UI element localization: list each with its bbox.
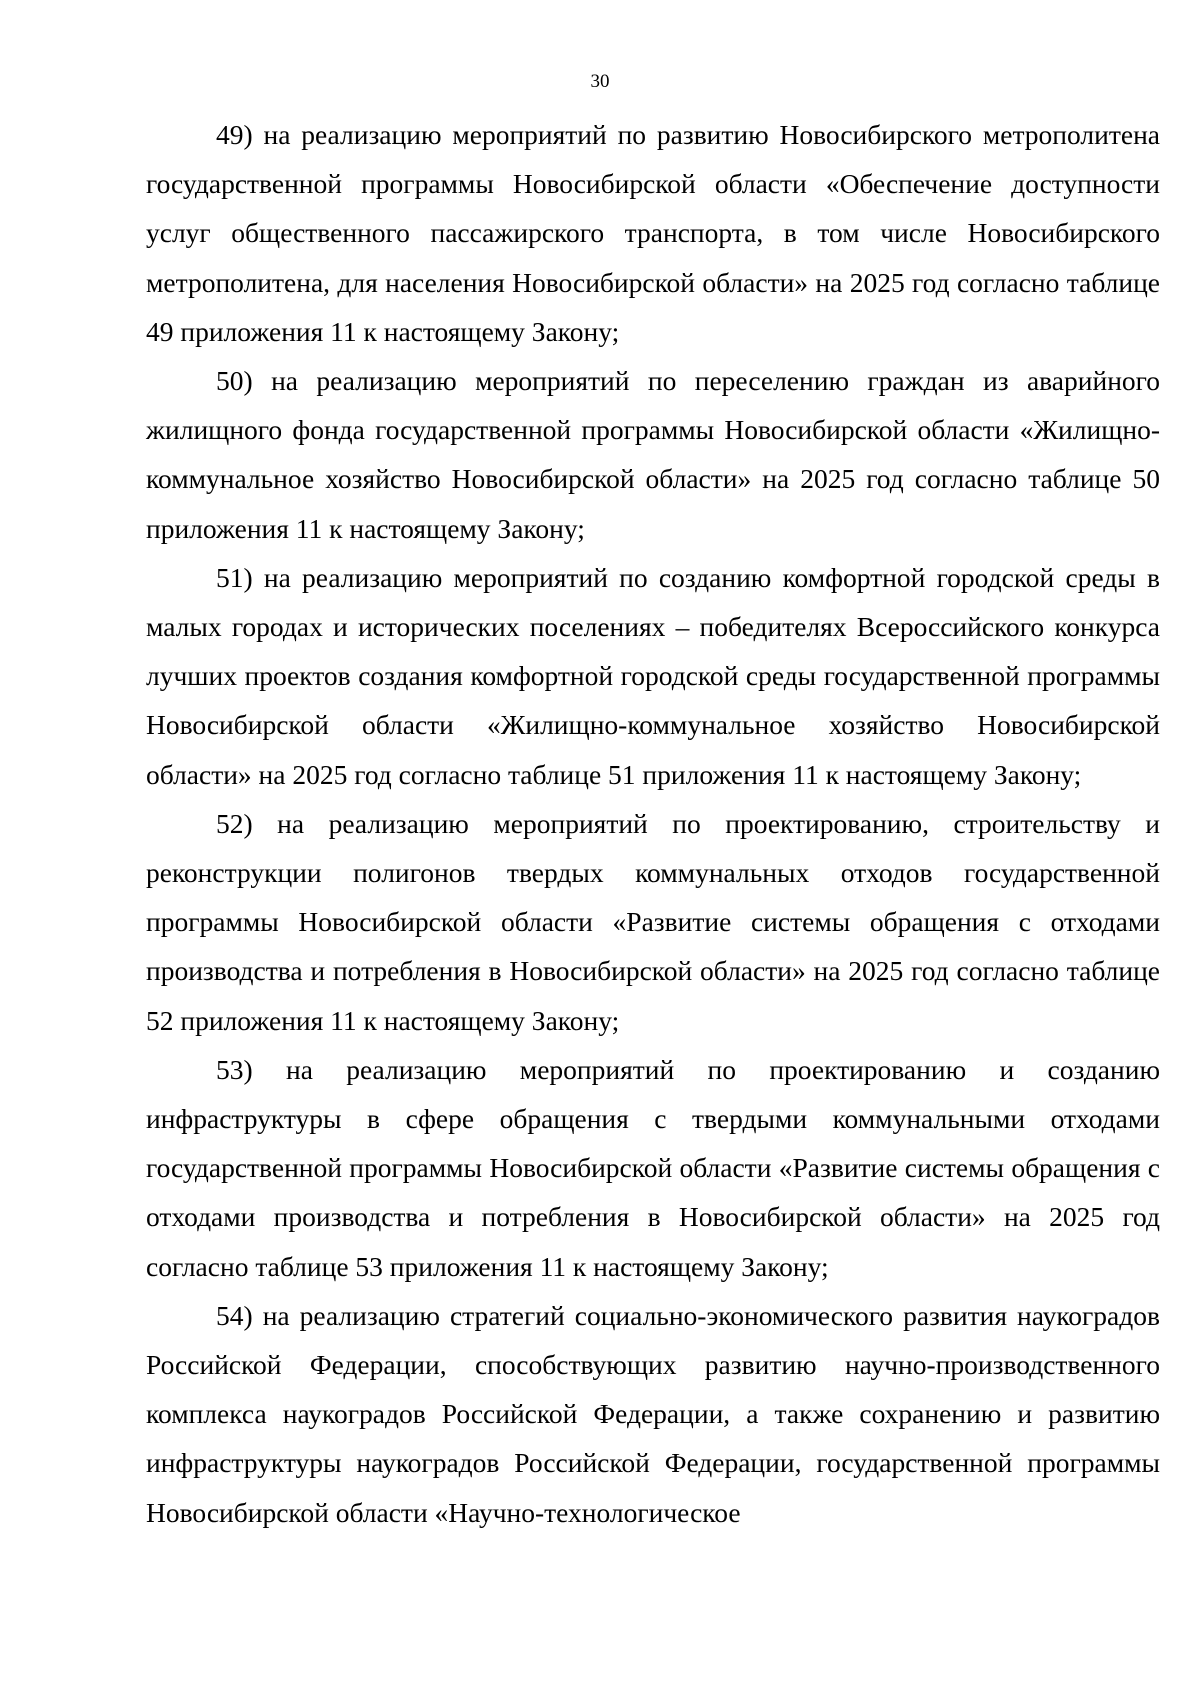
paragraph-49: 49) на реализацию мероприятий по развитию Новосибирского метрополитена государственной программы Новосибирской области «Обеспечение доступности услуг общественного пассажирского транспорта, в том числе Новосибирского метрополитена, для населения Новосибирской области» на 2025 год согласно таблице 49 приложения 11 к настоящему Закону; (146, 119, 1160, 347)
paragraph-54: 54) на реализацию стратегий социально-экономического развития наукоградов Российской Федерации, способствующих развитию научно-производственного комплекса наукоградов Российской Федерации, а также сохранению и развитию инфраструктуры наукоградов Российской Федерации, государственной программы Новосибирской области «Научно-технологическое (146, 1299, 1160, 1528)
paragraph-53: 53) на реализацию мероприятий по проектированию и созданию инфраструктуры в сфере обращения с твердыми коммунальными отходами государственной программы Новосибирской области «Развитие системы обращения с отходами производства и потребления в Новосибирской области» на 2025 год согласно таблице 53 приложения 11 к настоящему Закону; (146, 1053, 1160, 1282)
page-number: 30 (590, 71, 610, 92)
paragraph-50: 50) на реализацию мероприятий по переселению граждан из аварийного жилищного фонда государственной программы Новосибирской области «Жилищно-коммунальное хозяйство Новосибирской области» на 2025 год согласно таблице 50 приложения 11 к настоящему Закону; (146, 365, 1160, 544)
paragraph-52: 52) на реализацию мероприятий по проектированию, строительству и реконструкции полигонов твердых коммунальных отходов государственной программы Новосибирской области «Развитие системы обращения с отходами производства и потребления в Новосибирской области» на 2025 год согласно таблице 52 приложения 11 к настоящему Закону; (146, 807, 1160, 1036)
paragraph-51: 51) на реализацию мероприятий по созданию комфортной городской среды в малых городах и исторических поселениях – победителях Всероссийского конкурса лучших проектов создания комфортной городской среды государственной программы Новосибирской области «Жилищно-коммунальное хозяйство Новосибирской области» на 2025 год согласно таблице 51 приложения 11 к настоящему Закону; (146, 561, 1160, 790)
document-body (146, 110, 1160, 1537)
